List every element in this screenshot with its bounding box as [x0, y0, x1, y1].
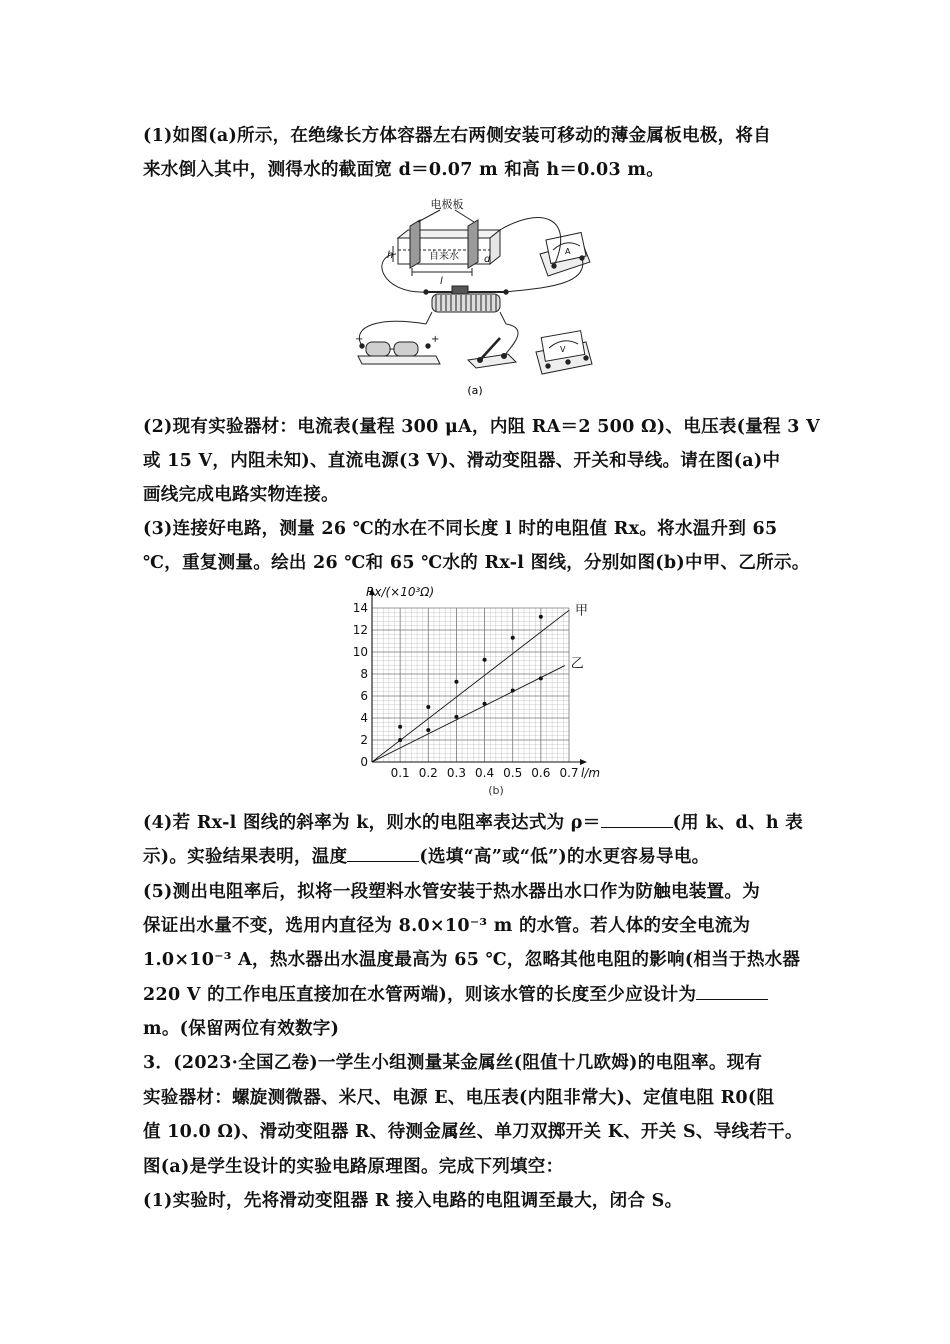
- x-tick-label: 0.6: [531, 766, 551, 780]
- label-l: l: [440, 276, 443, 287]
- switch-base: [468, 354, 516, 368]
- x-tick-label: 0.3: [446, 766, 466, 780]
- series-label-yi: 乙: [570, 656, 584, 672]
- x-tick-label: 0.5: [503, 766, 523, 780]
- q3-line1: (3)连接好电路，测量 26 ℃的水在不同长度 l 时的电阻值 Rx。将水温升到 65: [143, 519, 778, 539]
- q2-line1: (2)现有实验器材：电流表(量程 300 μA，内阻 RA＝2 500 Ω)、电压表(量程 3 V: [143, 417, 820, 437]
- label-electrode: 电极板: [430, 198, 464, 211]
- answer-blank-rho[interactable]: [601, 826, 673, 828]
- y-tick-label: 12: [352, 623, 368, 637]
- x-axis-label: l/m: [581, 766, 601, 780]
- q1-line2: 来水倒入其中，测得水的截面宽 d＝0.07 m 和高 h＝0.03 m。: [143, 160, 664, 180]
- data-point-yi: [454, 715, 458, 719]
- q3-line2: ℃，重复测量。绘出 26 ℃和 65 ℃水的 Rx-l 图线，分别如图(b)中甲、乙所示。: [143, 553, 810, 573]
- x-axis-arrow: [580, 759, 587, 765]
- battery-cell-2: [394, 342, 418, 356]
- q5-line4: [143, 978, 811, 1012]
- q1-line1: (1)如图(a)所示，在绝缘长方体容器左右两侧安装可移动的薄金属板电极，将自: [143, 126, 772, 146]
- y-tick-label: 14: [352, 601, 368, 615]
- p3-line1: 3．(2023·全国乙卷)一学生小组测量某金属丝(阻值十几欧姆)的电阻率。现有: [143, 1053, 763, 1073]
- p3-line4: 图(a)是学生设计的实验电路原理图。完成下列填空：: [143, 1157, 564, 1177]
- label-plus: +: [431, 334, 440, 345]
- y-tick-label: 8: [360, 667, 368, 681]
- data-point-jia: [511, 636, 515, 640]
- q4-line2-a: 示)。实验结果表明，温度: [143, 847, 348, 867]
- label-d: d: [484, 254, 491, 265]
- figure-a-caption: (a): [467, 384, 483, 397]
- data-point-jia: [483, 658, 487, 662]
- y-tick-label: 4: [360, 711, 368, 725]
- data-point-jia: [398, 725, 402, 729]
- y-tick-label: 2: [360, 733, 368, 747]
- electrode-pointer-right: [455, 210, 474, 222]
- y-tick-label: 6: [360, 689, 368, 703]
- q2-line3: 画线完成电路实物连接。: [143, 485, 339, 505]
- label-water: 自来水: [429, 251, 459, 262]
- label-minus: −: [355, 334, 364, 345]
- data-point-yi: [539, 676, 543, 680]
- q5-line2: 保证出水量不变，选用内直径为 8.0×10⁻³ m 的水管。若人体的安全电流为: [143, 916, 751, 936]
- q5-line4-a: 220 V 的工作电压直接加在水管两端)，则该水管的长度至少应设计为: [143, 985, 697, 1005]
- electrode-right: [468, 220, 478, 268]
- electrode-pointer-left: [418, 210, 440, 222]
- figure-a: [340, 196, 610, 401]
- p3-line2: 实验器材：螺旋测微器、米尺、电源 E、电压表(内阻非常大)、定值电阻 R0(阻: [143, 1088, 775, 1108]
- x-tick-label: 0.1: [390, 766, 410, 780]
- battery-cell-1: [366, 342, 390, 356]
- q5-line1: (5)测出电阻率后，拟将一段塑料水管安装于热水器出水口作为防触电装置。为: [143, 882, 761, 902]
- q4-line2-b: (选填“高”或“低”)的水更容易导电。: [419, 847, 710, 867]
- p3-line5: (1)实验时，先将滑动变阻器 R 接入电路的电阻调至最大，闭合 S。: [143, 1191, 683, 1211]
- data-point-jia: [426, 705, 430, 709]
- q5-line3: 1.0×10⁻³ A，热水器出水温度最高为 65 ℃，忽略其他电阻的影响(相当于热水器: [143, 950, 801, 970]
- series-label-jia: 甲: [575, 603, 589, 619]
- axes: [369, 588, 587, 765]
- rx-l-chart: [346, 582, 611, 800]
- wire-5: [504, 324, 518, 356]
- q2-line2: 或 15 V，内阻未知)、直流电源(3 V)、滑动变阻器、开关和导线。请在图(a)中: [143, 451, 781, 471]
- apparatus-diagram: [340, 196, 610, 401]
- x-tick-label: 0.7: [559, 766, 579, 780]
- q5-line5: m。(保留两位有效数字): [143, 1019, 340, 1039]
- label-h: h: [387, 250, 394, 261]
- label-voltmeter: V: [560, 345, 566, 354]
- answer-blank-length[interactable]: [696, 998, 768, 1000]
- q4-line2: [143, 840, 811, 874]
- q4-line1-a: (4)若 Rx-l 图线的斜率为 k，则水的电阻率表达式为 ρ＝: [143, 813, 601, 833]
- x-tick-label: 0.4: [475, 766, 495, 780]
- x-tick-label: 0.2: [418, 766, 438, 780]
- figure-b: [346, 582, 611, 800]
- q4-line1: [143, 806, 811, 840]
- data-point-yi: [511, 689, 515, 693]
- y-tick-label: 0: [360, 755, 368, 769]
- figure-b-caption: (b): [488, 784, 504, 797]
- rheostat-slider: [452, 286, 468, 294]
- q4-line1-b: (用 k、d、h 表: [672, 813, 804, 833]
- y-axis-label: Rx/(×10³Ω): [366, 585, 435, 599]
- p3-line3: 值 10.0 Ω)、滑动变阻器 R、待测金属丝、单刀双掷开关 K、开关 S、导线若干。: [143, 1122, 803, 1142]
- data-point-jia: [454, 680, 458, 684]
- data-point-yi: [398, 738, 402, 742]
- data-point-yi: [426, 728, 430, 732]
- data-point-jia: [539, 615, 543, 619]
- label-ammeter: A: [565, 247, 571, 256]
- y-tick-label: 10: [352, 645, 368, 659]
- battery-base: [358, 356, 440, 364]
- data-point-yi: [483, 702, 487, 706]
- answer-blank-temperature[interactable]: [347, 860, 419, 862]
- electrode-left: [410, 220, 420, 268]
